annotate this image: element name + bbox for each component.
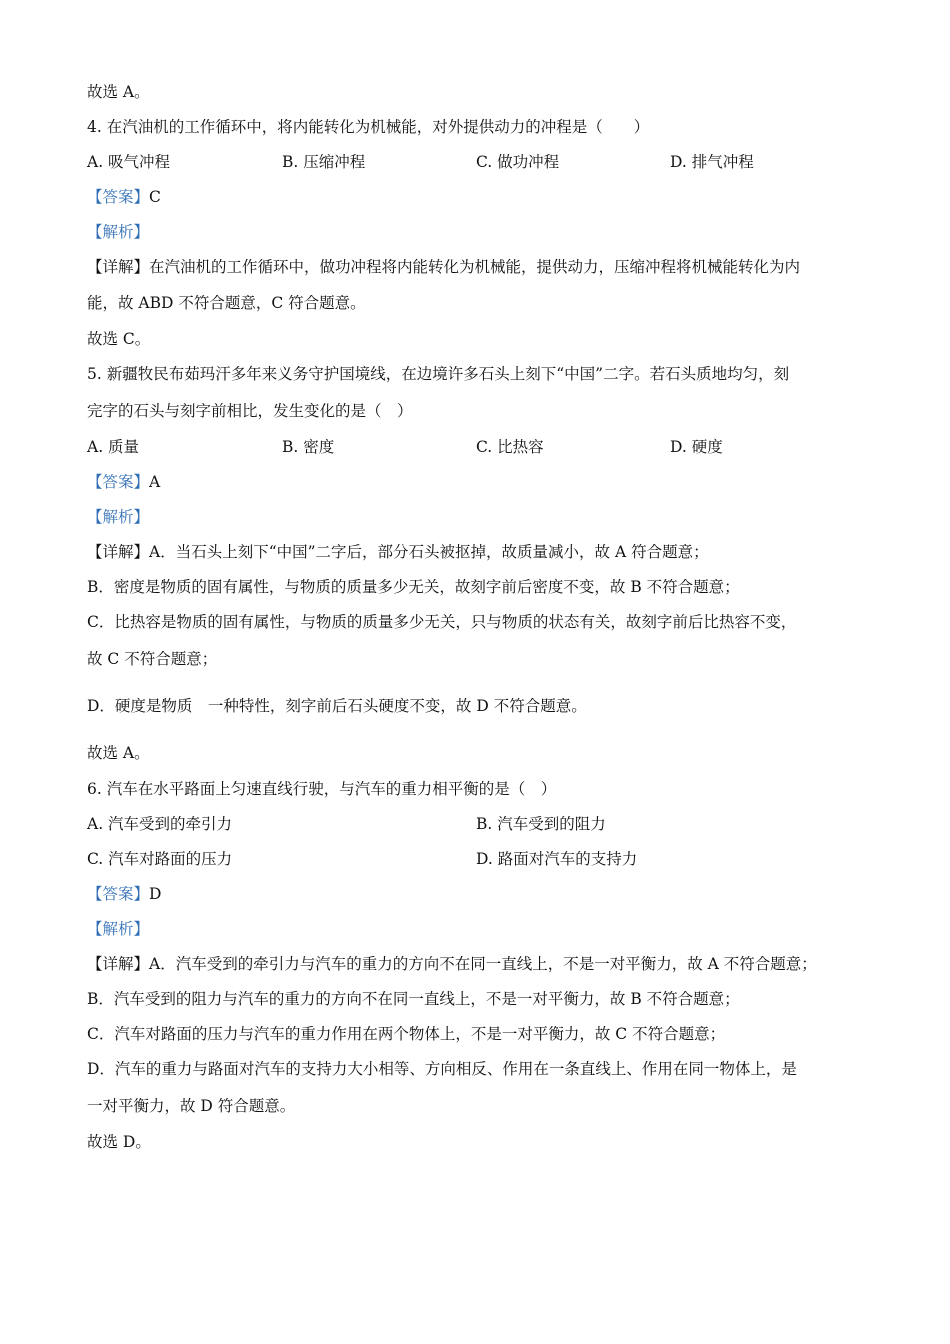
q4-answer (87, 187, 161, 207)
q6-option-b: B. 汽车受到的阻力 (476, 815, 606, 833)
q6-conclusion: 故选 D。 (87, 1133, 151, 1151)
q6-analysis-tag: 【解析】 (87, 920, 150, 938)
q5-detail-line-4: 故 C 不符合题意； (87, 650, 218, 668)
q4-option-a: A. 吸气冲程 (87, 153, 171, 171)
q6-option-d: D. 路面对汽车的支持力 (476, 850, 638, 868)
q5-question-line-1: 5. 新疆牧民布茹玛汗多年来义务守护国境线，在边境许多石头上刻下“中国”二字。若石头质地均匀，刻 (87, 365, 790, 383)
q6-detail-line-5: 一对平衡力，故 D 符合题意。 (87, 1097, 296, 1115)
detail-text: A．汽车受到的牵引力与汽车的重力的方向不在同一直线上，不是一对平衡力，故 A 不符合题意； (149, 955, 817, 973)
q4-detail-line-2: 能，故 ABD 不符合题意，C 符合题意。 (87, 294, 366, 312)
q5-option-a: A. 质量 (87, 438, 140, 456)
q5-option-b: B. 密度 (282, 438, 335, 456)
q4-question: 4. 在汽油机的工作循环中，将内能转化为机械能，对外提供动力的冲程是（ ） (87, 118, 650, 136)
q5-detail-line-5: D．硬度是物质 一种特性，刻字前后石头硬度不变，故 D 不符合题意。 (87, 697, 587, 715)
q6-answer (87, 884, 161, 904)
q5-detail-line-2: B．密度是物质的固有属性，与物质的质量多少无关，故刻字前后密度不变，故 B 不符合题意； (87, 578, 740, 596)
q6-detail-line-1 (87, 954, 817, 974)
answer-tag: 【答案】 (87, 473, 150, 491)
q4-option-c: C. 做功冲程 (476, 153, 560, 171)
q6-option-a: A. 汽车受到的牵引力 (87, 815, 233, 833)
q5-analysis-tag: 【解析】 (87, 508, 150, 526)
q5-option-d: D. 硬度 (670, 438, 723, 456)
answer-tag: 【答案】 (87, 188, 150, 206)
q6-option-c: C. 汽车对路面的压力 (87, 850, 233, 868)
q5-detail-line-3: C．比热容是物质的固有属性，与物质的质量多少无关，只与物质的状态有关，故刻字前后比热容不变， (87, 613, 797, 631)
detail-text: 在汽油机的工作循环中，做功冲程将内能转化为机械能，提供动力，压缩冲程将机械能转化为内 (149, 258, 801, 276)
answer-value: D (149, 885, 162, 903)
q3-conclusion: 故选 A。 (87, 83, 150, 101)
q4-option-d: D. 排气冲程 (670, 153, 754, 171)
q5-detail-line-1 (87, 542, 709, 562)
q6-detail-line-2: B．汽车受到的阻力与汽车的重力的方向不在同一直线上，不是一对平衡力，故 B 不符合题意； (87, 990, 740, 1008)
detail-text: A．当石头上刻下“中国”二字后，部分石头被抠掉，故质量减小，故 A 符合题意； (149, 543, 709, 561)
q5-option-c: C. 比热容 (476, 438, 544, 456)
q5-conclusion: 故选 A。 (87, 744, 150, 762)
q4-option-b: B. 压缩冲程 (282, 153, 366, 171)
q5-answer (87, 472, 160, 492)
answer-tag: 【答案】 (87, 885, 150, 903)
detail-tag: 【详解】 (87, 543, 150, 561)
q4-detail-line-1 (87, 257, 800, 277)
answer-value: A (149, 473, 161, 491)
q6-detail-line-3: C．汽车对路面的压力与汽车的重力作用在两个物体上，不是一对平衡力，故 C 不符合题意； (87, 1025, 726, 1043)
q5-question-line-2: 完字的石头与刻字前相比，发生变化的是（ ） (87, 402, 413, 420)
detail-tag: 【详解】 (87, 955, 150, 973)
q6-detail-line-4: D．汽车的重力与路面对汽车的支持力大小相等、方向相反、作用在一条直线上、作用在同一物体上，是 (87, 1060, 797, 1078)
detail-tag: 【详解】 (87, 258, 150, 276)
q6-question: 6. 汽车在水平路面上匀速直线行驶，与汽车的重力相平衡的是（ ） (87, 780, 557, 798)
answer-value: C (149, 188, 161, 206)
q4-conclusion: 故选 C。 (87, 330, 151, 348)
q4-analysis-tag: 【解析】 (87, 223, 150, 241)
